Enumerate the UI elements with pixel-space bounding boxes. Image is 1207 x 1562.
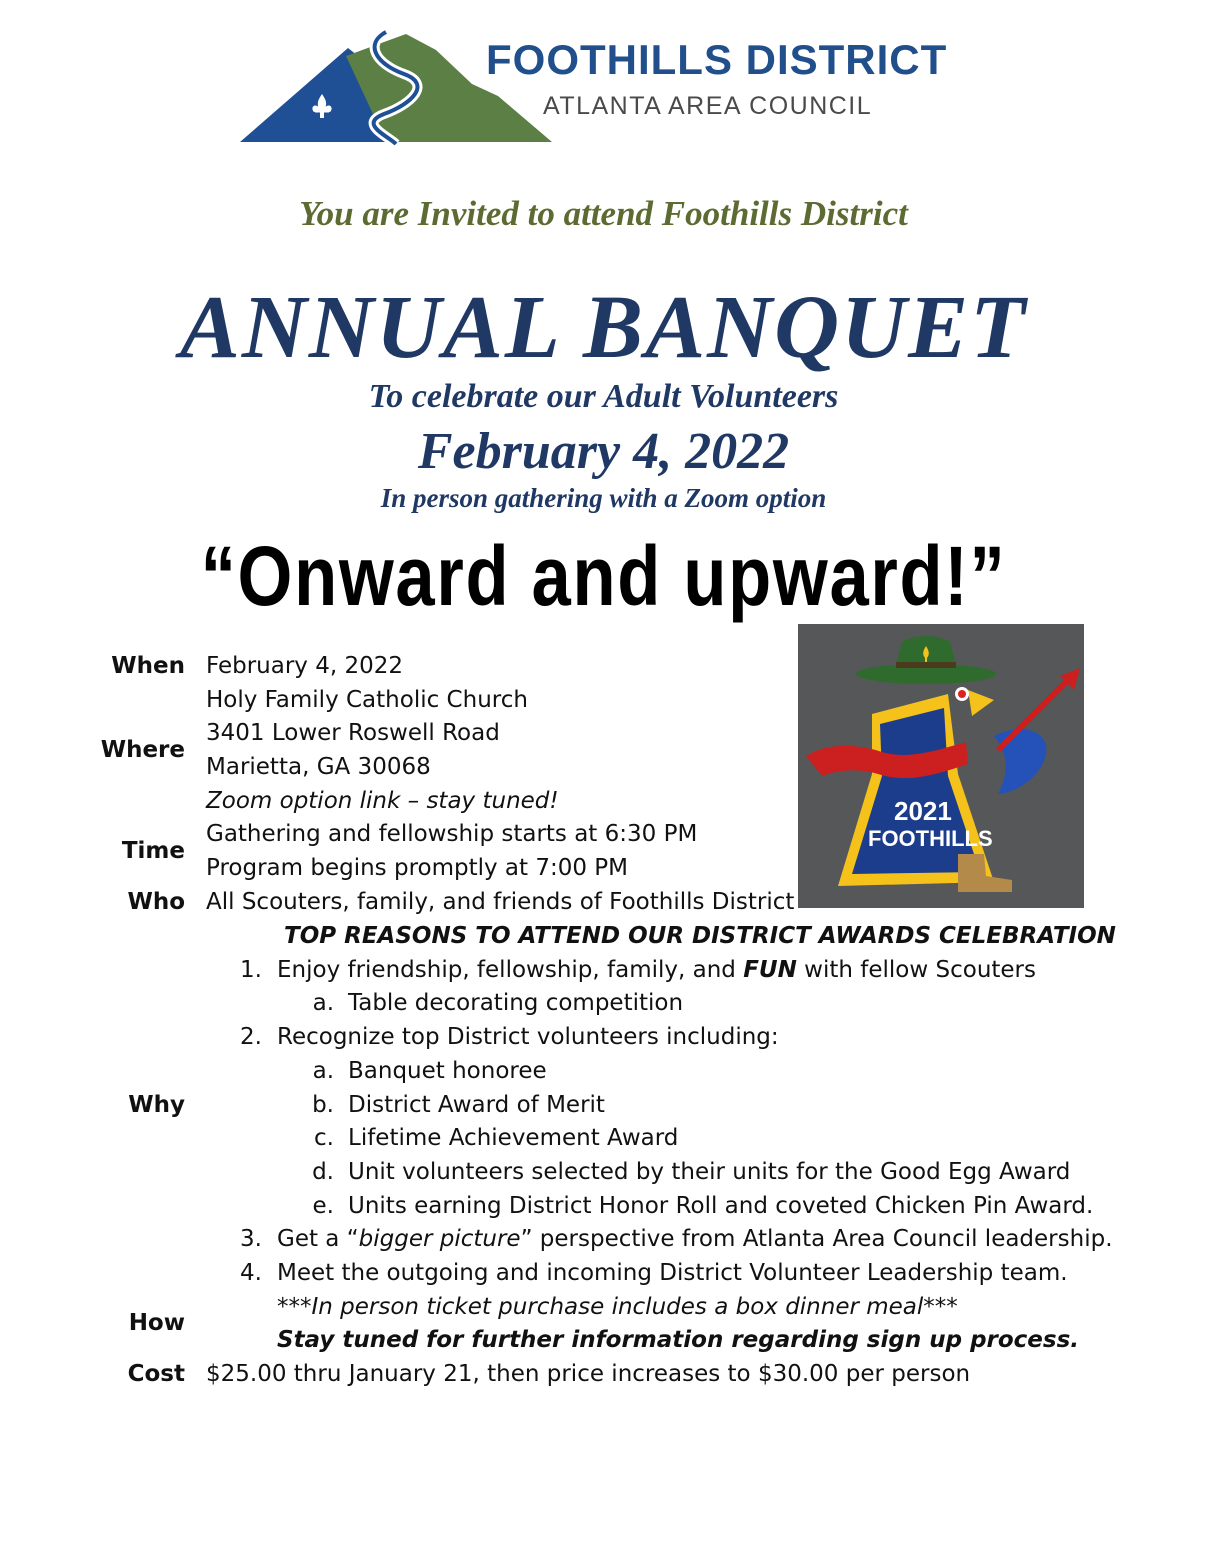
brand-council: ATLANTA AREA COUNCIL — [543, 92, 873, 120]
when-label: When — [111, 653, 185, 679]
time-line: Gathering and fellowship starts at 6:30 PM — [206, 821, 698, 847]
zoom-note: Zoom option link – stay tuned! — [206, 788, 559, 814]
list-item: Lifetime Achievement Award — [348, 1125, 679, 1151]
list-number: 2. — [240, 1024, 262, 1050]
how-label: How — [128, 1310, 185, 1336]
where-line: Holy Family Catholic Church — [206, 687, 528, 713]
reasons-heading: TOP REASONS TO ATTEND OUR DISTRICT AWARDS CELEBRATION — [284, 923, 1116, 949]
list-item: District Award of Merit — [348, 1092, 605, 1118]
why-label: Why — [128, 1092, 185, 1118]
list-item: Get a “bigger picture” perspective from Atlanta Area Council leadership. — [277, 1226, 1113, 1252]
list-letter: d. — [312, 1159, 334, 1185]
list-letter: a. — [312, 990, 334, 1016]
list-letter: e. — [312, 1193, 334, 1219]
event-format: In person gathering with a Zoom option — [380, 483, 827, 513]
patch-year: 2021 — [894, 796, 952, 826]
list-number: 4. — [240, 1260, 262, 1286]
list-item: Units earning District Honor Roll and coveted Chicken Pin Award. — [348, 1193, 1094, 1219]
who-value: All Scouters, family, and friends of Foothills District — [206, 889, 795, 915]
invitation-line: You are Invited to attend Foothills District — [299, 194, 908, 233]
how-note: ***In person ticket purchase includes a box dinner meal*** — [277, 1294, 958, 1320]
list-letter: c. — [314, 1125, 334, 1151]
how-signup: Stay tuned for further information regarding sign up process. — [277, 1327, 1080, 1353]
list-item: Banquet honoree — [348, 1058, 547, 1084]
cost-label: Cost — [127, 1361, 185, 1387]
list-item: Table decorating competition — [348, 990, 684, 1016]
list-letter: a. — [312, 1058, 334, 1084]
time-label: Time — [121, 838, 185, 864]
event-date: February 4, 2022 — [417, 423, 790, 480]
list-number: 3. — [240, 1226, 262, 1252]
event-title: ANNUAL BANQUET — [179, 278, 1028, 377]
where-line: 3401 Lower Roswell Road — [206, 720, 500, 746]
where-label: Where — [100, 737, 185, 763]
time-line: Program begins promptly at 7:00 PM — [206, 855, 629, 881]
when-value: February 4, 2022 — [206, 653, 404, 679]
brand-name: FOOTHILLS DISTRICT — [486, 36, 948, 83]
list-item: Unit volunteers selected by their units for the Good Egg Award — [348, 1159, 1071, 1185]
where-line: Marietta, GA 30068 — [206, 754, 431, 780]
list-item: Recognize top District volunteers including: — [277, 1024, 779, 1050]
patch-name: FOOTHILLS — [868, 826, 993, 851]
list-letter: b. — [312, 1092, 334, 1118]
event-slogan: “Onward and upward!” — [200, 529, 1007, 623]
cost-value: $25.00 thru January 21, then price increases to $30.00 per person — [206, 1361, 971, 1387]
who-label: Who — [127, 889, 185, 915]
list-number: 1. — [240, 957, 262, 983]
list-item: Enjoy friendship, fellowship, family, and FUN with fellow Scouters — [277, 957, 1037, 983]
event-subtitle: To celebrate our Adult Volunteers — [368, 378, 839, 415]
list-item: Meet the outgoing and incoming District Volunteer Leadership team. — [277, 1260, 1068, 1286]
chicken-scout-patch-icon — [798, 624, 1084, 908]
chicken-patch-image — [798, 624, 1084, 908]
